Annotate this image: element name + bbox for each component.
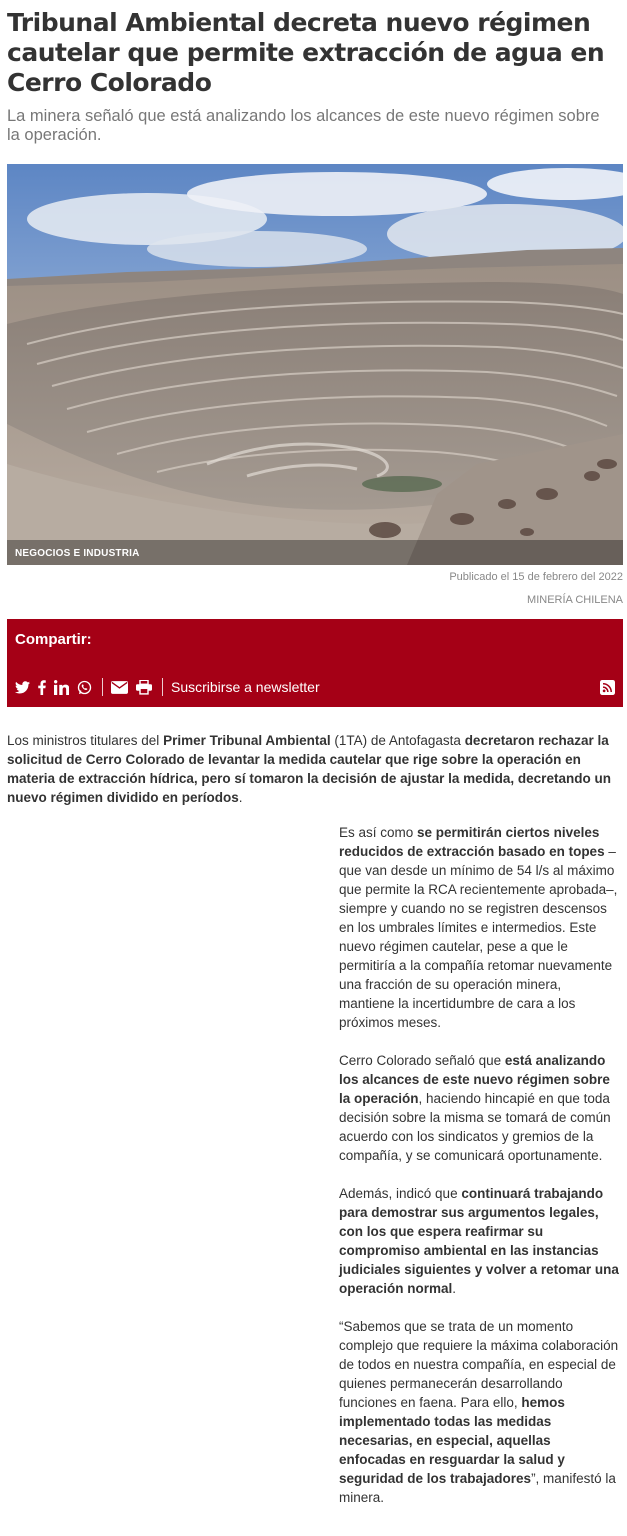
whatsapp-icon[interactable] [77, 678, 92, 696]
share-actions [15, 677, 615, 697]
lead-paragraph: Los ministros titulares del Primer Tribunal Ambiental (1TA) de Antofagasta decretaron rechazar la solicitud de Cerro Colorado de levantar la medida cautelar que rige sobre la operación en materia de extracción hídrica, pero sí tomaron la decisión de ajustar la medida, decretando un nuevo régimen dividido en períodos. [7, 733, 611, 805]
published-date: Publicado el 15 de febrero del 2022 [449, 571, 623, 583]
body-paragraph: Es así como se permitirán ciertos niveles reducidos de extracción basado en topes –que van desde un mínimo de 54 l/s al máximo que permite la RCA recientemente aprobada–, siempre y cuando no se registren descensos en los umbrales límites e intermedios. Este nuevo régimen cautelar, pese a que le permitiría a la compañía retomar nuevamente una fracción de su operación minera, mantiene la incertidumbre de cara a los próximos meses. [339, 825, 618, 1030]
body-paragraph: Cerro Colorado señaló que está analizando los alcances de este nuevo régimen sobre la operación, haciendo hincapié en que toda decisión sobre la misma se tomará de común acuerdo con los sindicatos y gremios de la compañía, y se comunicará oportunamente. [339, 1053, 611, 1163]
article-body-column [339, 823, 619, 1526]
rss-icon[interactable] [600, 678, 615, 696]
article-source[interactable]: MINERÍA CHILENA [527, 594, 623, 606]
category-tag[interactable]: NEGOCIOS E INDUSTRIA [15, 548, 140, 559]
print-icon[interactable] [136, 678, 152, 696]
facebook-icon[interactable] [38, 678, 46, 696]
share-divider [162, 678, 163, 696]
quote-paragraph: “Sabemos que se trata de un momento complejo que requiere la máxima colaboración de todos en nuestra compañía, en especial de quienes permanecerán desarrollando funciones en faena. Para ello, hemos implementado todas las medidas necesarias, en especial, aquellas enfocadas en resguardar la salud y seguridad de los trabajadores”, manifestó la minera. [339, 1319, 619, 1505]
email-icon[interactable] [111, 678, 128, 696]
linkedin-icon[interactable] [54, 678, 69, 696]
twitter-icon[interactable] [15, 678, 30, 696]
body-paragraph: Además, indicó que continuará trabajando para demostrar sus argumentos legales, con los que espera reafirmar su compromiso ambiental en las instancias judiciales siguientes y volver a retomar una operación normal. [339, 1186, 619, 1296]
share-bar [7, 619, 623, 707]
article-title: Tribunal Ambiental decreta nuevo régimen cautelar que permite extracción de agua en Cerro Colorado [7, 8, 605, 97]
open-pit-mine-photo [7, 164, 623, 565]
share-divider [102, 678, 103, 696]
newsletter-link[interactable]: Suscribirse a newsletter [171, 679, 320, 695]
hero-image [7, 164, 623, 565]
article-subtitle: La minera señaló que está analizando los alcances de este nuevo régimen sobre la operación. [7, 107, 600, 144]
share-title: Compartir: [15, 631, 92, 648]
